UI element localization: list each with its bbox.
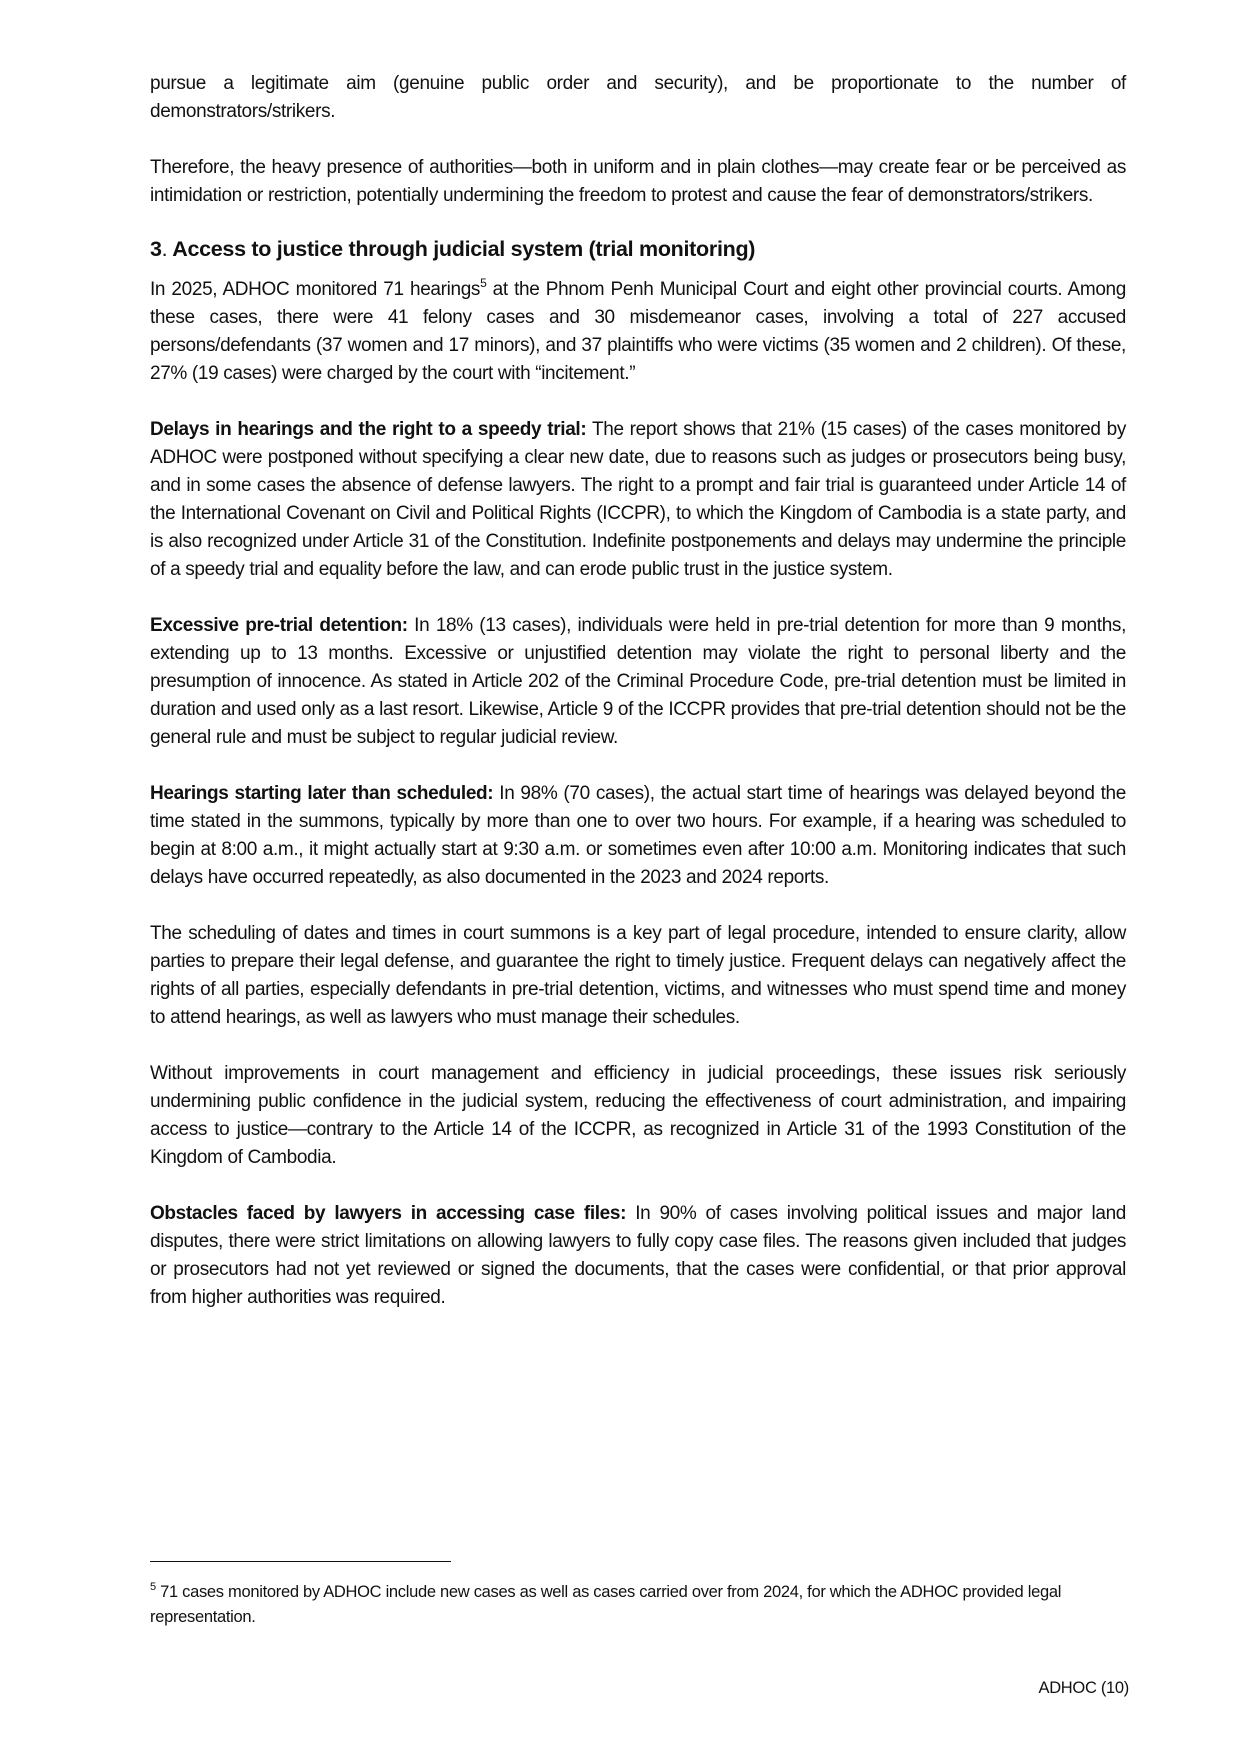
footnote-text: 71 cases monitored by ADHOC include new cases as well as cases carried over from 2024, for which the ADHOC provided legal representation. bbox=[150, 1583, 1062, 1626]
finding-delays-paragraph bbox=[150, 416, 1126, 584]
scheduling-paragraph: The scheduling of dates and times in court summons is a key part of legal procedure, intended to ensure clarity, allow parties to prepare their legal defense, and guarantee the right to timely justice. Frequent delays can negatively affect the rights of all parties, especially defendants in pre-trial detention, victims, and witnesses who must spend time and money to attend hearings, as well as lawyers who must manage their schedules. bbox=[150, 923, 1126, 1028]
footnote-reference[interactable]: 5 bbox=[480, 276, 487, 290]
obstacles-heading: Obstacles faced by lawyers in accessing case files: bbox=[150, 1203, 627, 1224]
improvement-paragraph: Without improvements in court management and efficiency in judicial proceedings, these issues risk seriously undermining public confidence in the judicial system, reducing the effectiveness of court administration, and impairing access to justice—contrary to the Article 14 of the ICCPR, as recognized in Article 31 of the 1993 Constitution of the Kingdom of Cambodia. bbox=[150, 1063, 1126, 1168]
finding-heading: Excessive pre-trial detention: bbox=[150, 615, 408, 636]
overview-paragraph bbox=[150, 276, 1126, 388]
footnote-number: 5 bbox=[150, 1581, 156, 1593]
finding-heading: Delays in hearings and the right to a speedy trial: bbox=[150, 419, 587, 440]
overview-text-start: In 2025, ADHOC monitored 71 hearings bbox=[150, 279, 481, 300]
intro-paragraph-continued: pursue a legitimate aim (genuine public order and security), and be proportionate to the number of demonstrators/strikers. bbox=[150, 73, 1126, 122]
finding-detention-paragraph bbox=[150, 612, 1126, 752]
section-number: 3 bbox=[150, 237, 162, 261]
section-separator: . bbox=[161, 237, 168, 261]
obstacles-paragraph bbox=[150, 1200, 1126, 1312]
finding-late-hearings-paragraph bbox=[150, 780, 1126, 892]
overview-text-end: at the Phnom Penh Municipal Court and eight other provincial courts. Among these cases, there were 41 felony cases and 30 misdemeanor cases, involving a total of 227 accused persons/defendants (37 women and 17 minors), and 37 plaintiffs who were victims (35 women and 2 children). Of these, 27% (19 cases) were charged by the court with “incitement.” bbox=[150, 279, 1126, 384]
section-heading bbox=[150, 234, 1126, 264]
document-page bbox=[150, 70, 1126, 1312]
obstacles-text: In 90% of cases involving political issues and major land disputes, there were strict limitations on allowing lawyers to fully copy case files. The reasons given included that judges or prosecutors had not yet reviewed or signed the documents, that the cases were confidential, or that prior approval from higher authorities was required. bbox=[150, 1203, 1127, 1308]
finding-text: The report shows that 21% (15 cases) of the cases monitored by ADHOC were postponed without specifying a clear new date, due to reasons such as judges or prosecutors being busy, and in some cases the absence of defense lawyers. The right to a prompt and fair trial is guaranteed under Article 14 of the International Covenant on Civil and Political Rights (ICCPR), to which the Kingdom of Cambodia is a state party, and is also recognized under Article 31 of the Constitution. Indefinite postponements and delays may undermine the principle of a speedy trial and equality before the law, and can erode public trust in the justice system. bbox=[150, 419, 1126, 580]
finding-heading: Hearings starting later than scheduled: bbox=[150, 783, 494, 804]
section-title: Access to justice through judicial system (trial monitoring) bbox=[167, 237, 756, 261]
footnote-separator bbox=[150, 1561, 451, 1562]
finding-text: In 18% (13 cases), individuals were held in pre-trial detention for more than 9 months, extending up to 13 months. Excessive or unjustified detention may violate the right to personal liberty and the presumption of innocence. As stated in Article 202 of the Criminal Procedure Code, pre-trial detention must be limited in duration and used only as a last resort. Likewise, Article 9 of the ICCPR provides that pre-trial detention should not be the general rule and must be subject to regular judicial review. bbox=[150, 615, 1126, 748]
intro-paragraph-authorities: Therefore, the heavy presence of authorities—both in uniform and in plain clothes—may create fear or be perceived as intimidation or restriction, potentially undermining the freedom to protest and cause the fear of demonstrators/strikers. bbox=[150, 157, 1126, 206]
footnote bbox=[150, 1580, 1126, 1630]
page-footer: ADHOC (10) bbox=[1038, 1679, 1129, 1697]
finding-text: In 98% (70 cases), the actual start time of hearings was delayed beyond the time stated in the summons, typically by more than one to over two hours. For example, if a hearing was scheduled to begin at 8:00 a.m., it might actually start at 9:30 a.m. or sometimes even after 10:00 a.m. Monitoring indicates that such delays have occurred repeatedly, as also documented in the 2023 and 2024 reports. bbox=[150, 783, 1126, 888]
